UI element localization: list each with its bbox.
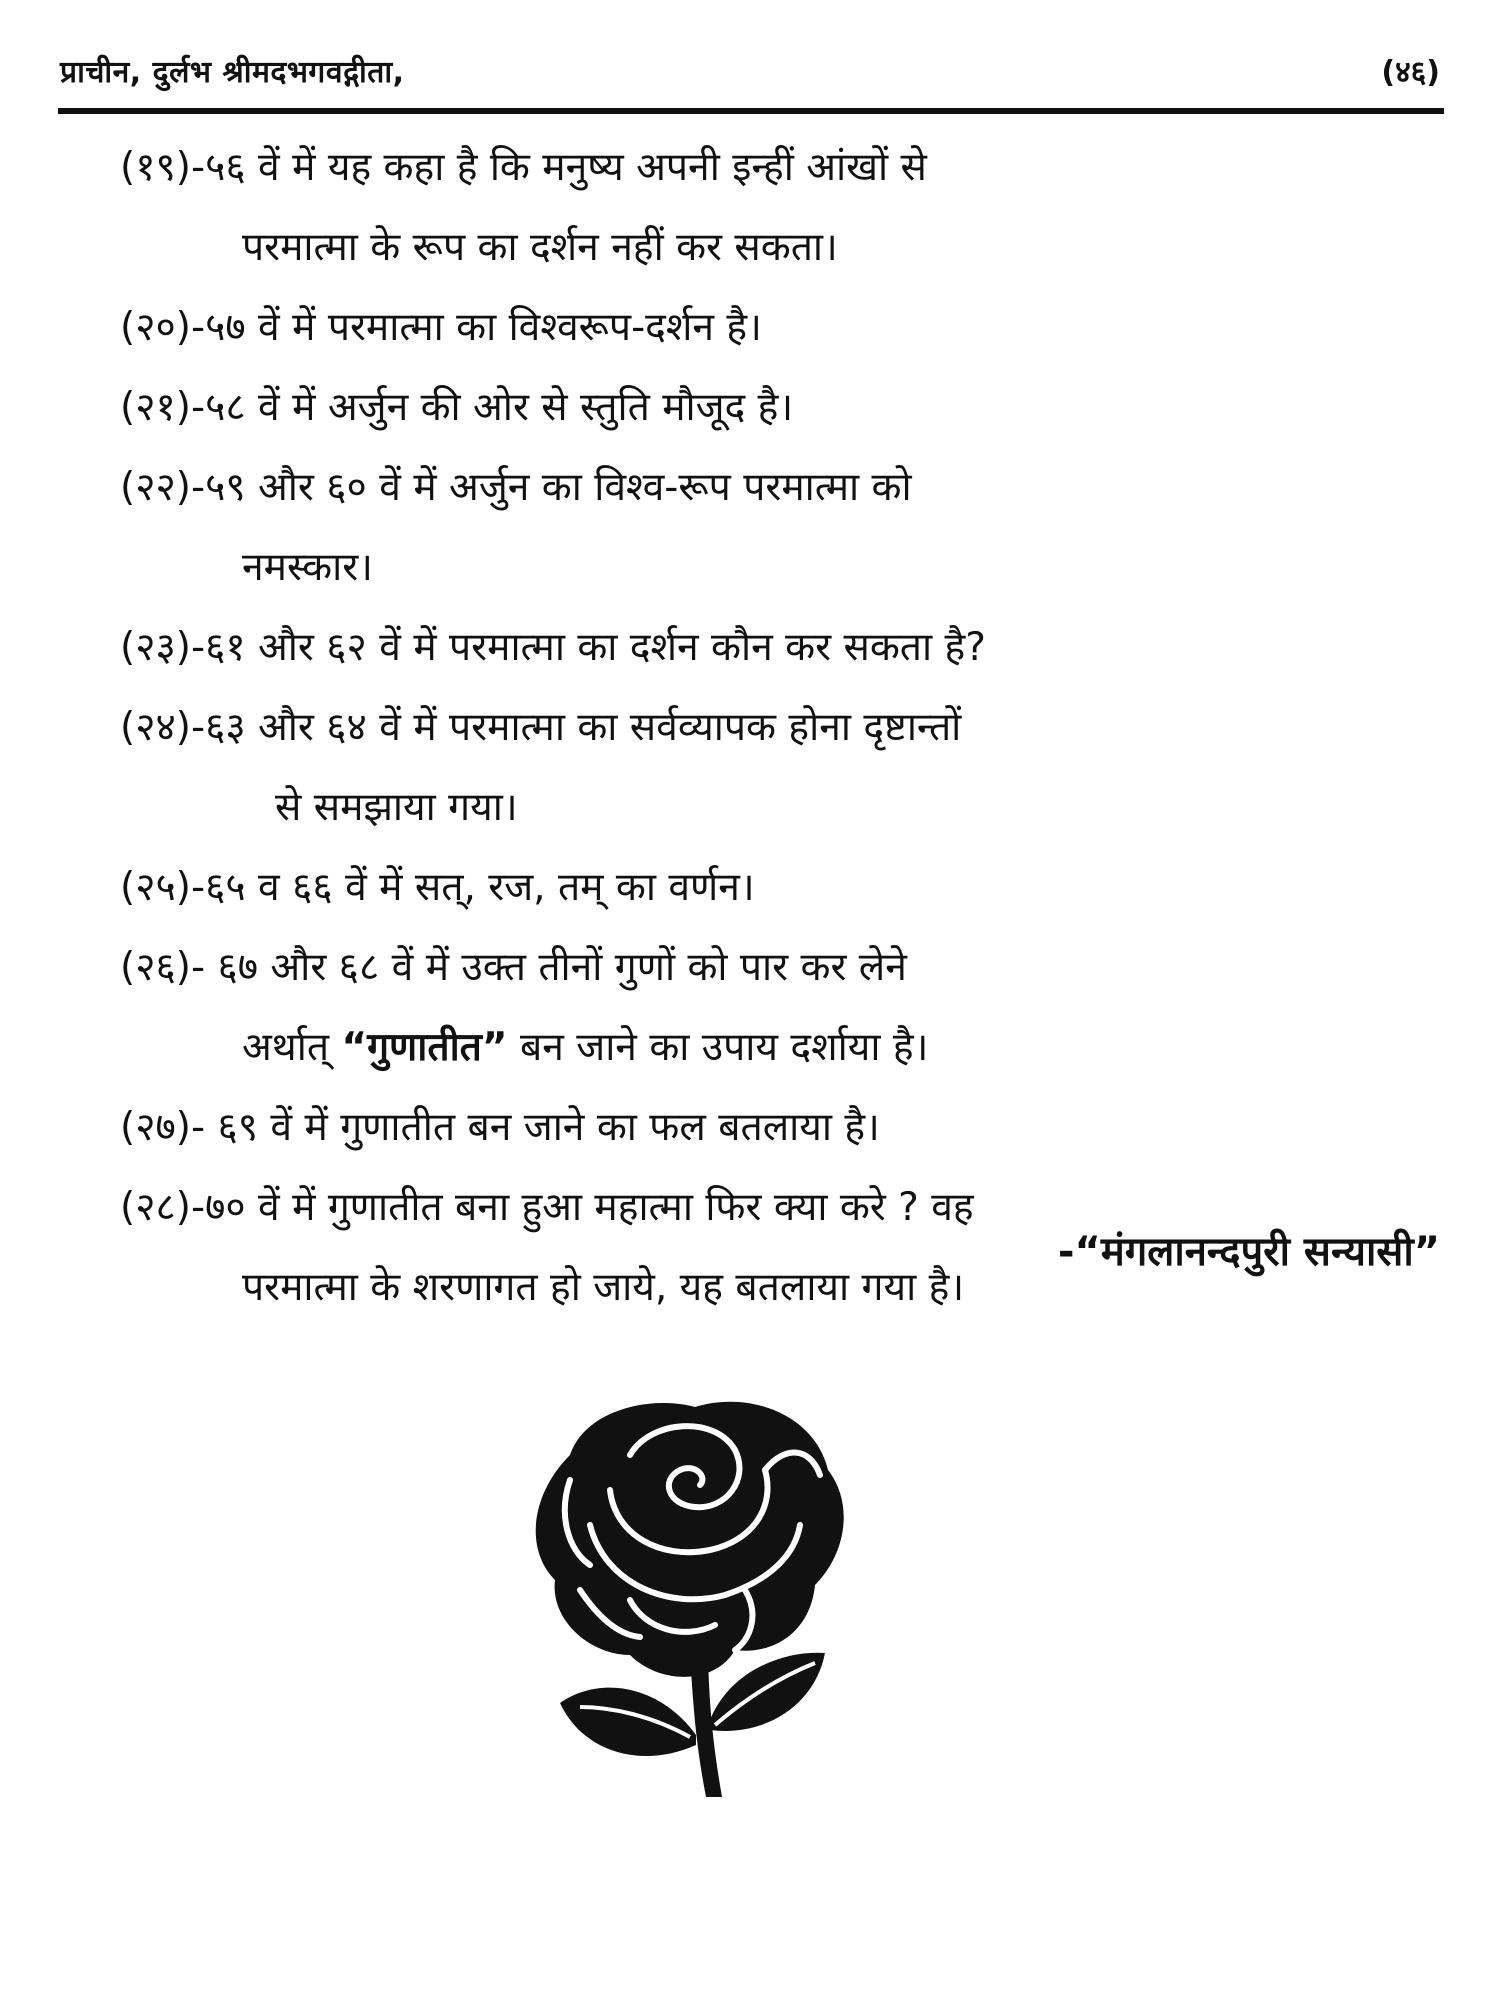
item-number: (२४): [120, 705, 191, 750]
item-number: (२८): [120, 1185, 191, 1230]
item-number: (२५): [120, 865, 191, 910]
item-number: (२६): [120, 945, 191, 990]
item-continuation: नमस्कार।: [242, 545, 373, 590]
item-text: -५६ वें में यह कहा है कि मनुष्य अपनी इन्हीं आंखों से: [191, 145, 927, 190]
item-text: -७० वें में गुणातीत बना हुआ महात्मा फिर क्या करे ? वह: [191, 1185, 974, 1230]
list-item: [120, 448, 1440, 608]
chapter-summary-list: [120, 128, 1440, 1328]
continuation-text: बन जाने का उपाय दर्शाया है।: [507, 1025, 929, 1070]
item-text: - ६७ और ६८ वें में उक्त तीनों गुणों को पार कर लेने: [191, 945, 907, 990]
item-text: -५७ वें में परमात्मा का विश्वरूप-दर्शन है।: [191, 305, 762, 350]
rose-icon: [510, 1385, 870, 1805]
item-text: - ६९ वें में गुणातीत बन जाने का फल बतलाया है।: [191, 1105, 880, 1150]
page-number: (४६): [1381, 54, 1440, 90]
list-item: [120, 688, 1440, 848]
continuation-text: अर्थात्: [242, 1025, 342, 1070]
item-continuation: परमात्मा के रूप का दर्शन नहीं कर सकता।: [242, 225, 838, 270]
list-item: [120, 608, 1440, 688]
list-item: [120, 368, 1440, 448]
author-signature: -“मंगलानन्दपुरी सन्यासी”: [1057, 1229, 1440, 1275]
list-item: [120, 288, 1440, 368]
page-header: [60, 40, 1440, 100]
item-number: (२३): [120, 625, 191, 670]
list-item: [120, 128, 1440, 288]
running-title: प्राचीन, दुर्लभ श्रीमदभगवद्गीता,: [60, 54, 405, 90]
list-item: [120, 848, 1440, 928]
item-number: (२७): [120, 1105, 191, 1150]
list-item: [120, 1088, 1440, 1168]
item-number: (१९): [120, 145, 191, 190]
item-number: (२१): [120, 385, 191, 430]
item-number: (२२): [120, 465, 191, 510]
item-continuation: परमात्मा के शरणागत हो जाये, यह बतलाया गया है।: [242, 1265, 965, 1310]
item-text: -५८ वें में अर्जुन की ओर से स्तुति मौजूद है।: [191, 385, 794, 430]
item-text: -६३ और ६४ वें में परमात्मा का सर्वव्यापक होना दृष्टान्तों: [191, 705, 962, 750]
item-text: -५९ और ६० वें में अर्जुन का विश्व-रूप परमात्मा को: [191, 465, 912, 510]
item-text: -६५ व ६६ वें में सत्, रज, तम् का वर्णन।: [191, 865, 755, 910]
item-continuation: [120, 1008, 1440, 1088]
item-number: (२०): [120, 305, 191, 350]
list-item: [120, 928, 1440, 1088]
item-text: -६१ और ६२ वें में परमात्मा का दर्शन कौन कर सकता है?: [191, 625, 986, 670]
item-continuation: से समझाया गया।: [275, 785, 518, 830]
emphasized-term: “गुणातीत”: [341, 1025, 508, 1070]
header-rule: [58, 108, 1444, 114]
